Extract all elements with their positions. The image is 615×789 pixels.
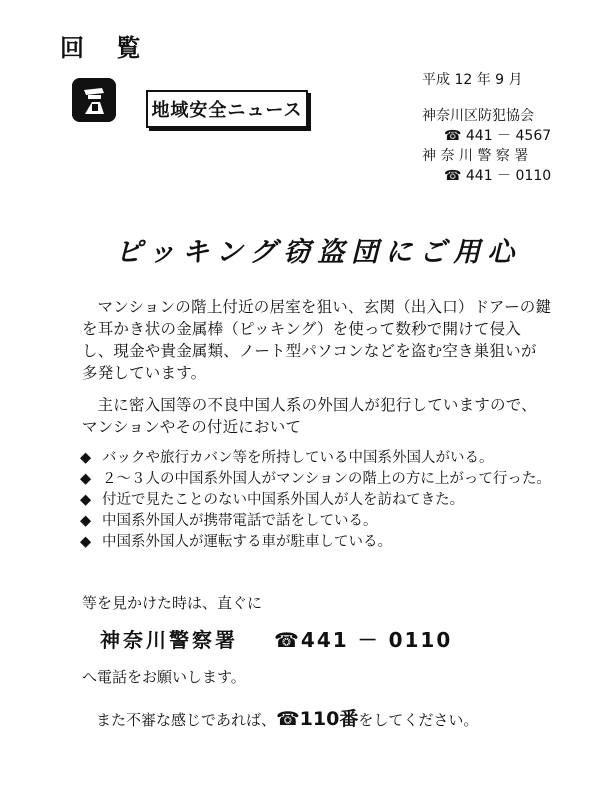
contact-police-name: 神奈川警察署 <box>100 628 238 652</box>
police-station-phone: ☎ 441 － 0110 <box>444 168 552 184</box>
contact-block <box>100 624 452 653</box>
list-item <box>80 511 560 532</box>
bullet-diamond-icon: ◆ <box>80 534 92 550</box>
issue-date: 平成 12 年 9 月 <box>422 72 523 88</box>
intro-paragraph: マンションの階上付近の居室を狙い、玄関（出入口）ドアーの鍵を耳かき状の金属棒（ピッキング）を使って数秒で開けて侵入し、現金や貴金属類、ノート型パソコンなどを盗む空き巣狙いが多発しています。 <box>82 298 552 382</box>
list-item-text: 中国系外国人が運転する車が駐車している。 <box>102 534 392 550</box>
contact-phone-number: ☎441 － 0110 <box>274 628 453 652</box>
warning-heading: ピッキング窃盗団にご用心 <box>113 237 528 268</box>
list-item-text: ２～３人の中国系外国人がマンションの階上の方に上がって行った。 <box>102 471 551 487</box>
list-item-text: 付近で見たことのない中国系外国人が人を訪ねてきた。 <box>102 492 465 508</box>
emergency-number: ☎110番 <box>276 708 359 730</box>
instruction-text: 等を見かけた時は、直ぐに <box>82 594 263 612</box>
context-paragraph: 主に密入国等の不良中国人系の外国人が犯行していますので、マンションやその付近において <box>82 396 537 436</box>
closing-line <box>96 704 478 731</box>
bullet-diamond-icon: ◆ <box>80 450 92 466</box>
list-item <box>80 469 560 490</box>
crime-prevention-association: 神奈川区防犯協会 <box>422 108 534 124</box>
bullet-diamond-icon: ◆ <box>80 471 92 487</box>
closing-after: をしてください。 <box>358 711 479 729</box>
association-phone: ☎ 441 － 4567 <box>444 128 552 144</box>
list-item <box>80 490 560 511</box>
list-item <box>80 532 560 553</box>
bullet-diamond-icon: ◆ <box>80 492 92 508</box>
suspicious-activity-list <box>80 448 560 553</box>
police-station-name: 神 奈 川 警 察 署 <box>422 148 529 164</box>
list-item <box>80 448 560 469</box>
list-item-text: バックや旅行カバン等を所持している中国系外国人がいる。 <box>102 450 494 466</box>
police-officer-icon <box>72 78 116 122</box>
closing-before: また不審な感じであれば、 <box>96 711 277 729</box>
list-item-text: 中国系外国人が携帯電話で話をしている。 <box>102 513 378 529</box>
circular-title: 回 覧 <box>60 34 153 62</box>
safety-news-label: 地域安全ニュース <box>146 90 308 128</box>
bullet-diamond-icon: ◆ <box>80 513 92 529</box>
request-text: へ電話をお願いします。 <box>82 668 246 686</box>
